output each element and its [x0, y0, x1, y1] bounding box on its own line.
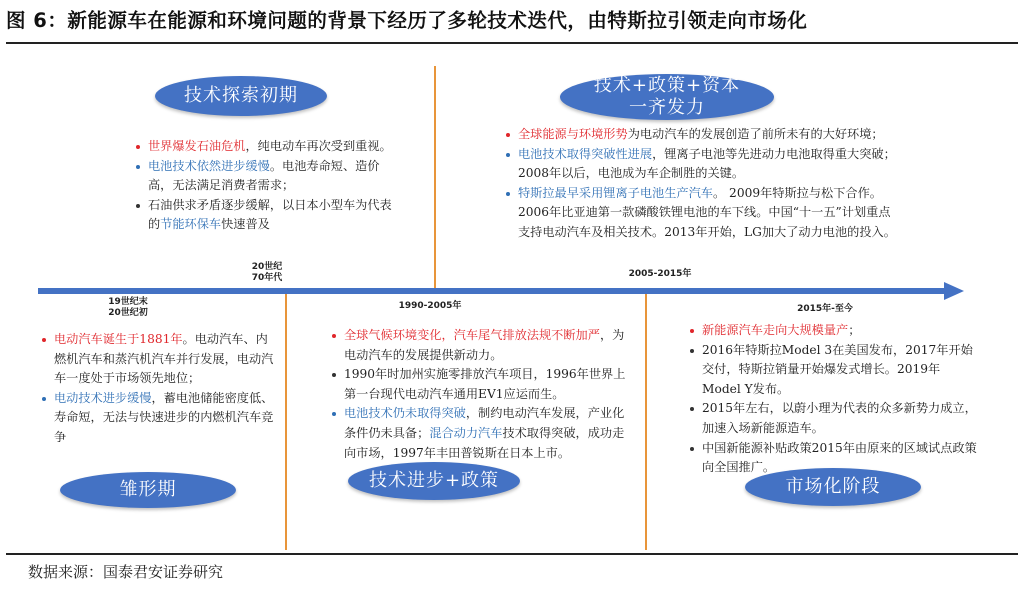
bullet-item: 电池技术依然进步缓慢。电池寿命短、造价高，无法满足消费者需求；: [134, 157, 396, 196]
timeline-arrowhead-icon: [944, 282, 964, 300]
bullet-item: 电动技术进步缓慢，蓄电池储能密度低、寿命短，无法与快速进步的内燃机汽车竞争: [40, 389, 278, 448]
phase-pill-marketization: 市场化阶段: [745, 468, 921, 506]
era-label-1990-2005: 1990-2005年: [398, 301, 462, 311]
phase-pill-embryonic: 雏形期: [60, 472, 236, 508]
text-box-1970s: [134, 137, 396, 235]
title-rule: [6, 42, 1018, 44]
phase-pill-tech-progress-policy: 技术进步+政策: [348, 462, 520, 500]
divider-1990s: [285, 294, 287, 550]
bullet-item: 2016年特斯拉Model 3在美国发布，2017年开始交付，特斯拉销量开始爆发式增长。2019年Model Y发布。: [688, 341, 978, 400]
data-source: 数据来源：国泰君安证券研究: [28, 563, 224, 581]
text-box-1990-2005: [330, 326, 632, 463]
text-box-2015-now: [688, 321, 978, 478]
bullet-item: 电池技术取得突破性进展，锂离子电池等先进动力电池取得重大突破；2008年以后，电池成为车企制胜的关键。: [504, 145, 898, 184]
bullet-item: 1990年时加州实施零排放汽车项目，1996年世界上第一台现代电动汽车通用EV1应运而生。: [330, 365, 632, 404]
divider-1970s: [434, 66, 436, 292]
bullet-item: 电动汽车诞生于1881年。电动汽车、内燃机汽车和蒸汽机汽车并行发展，电动汽车一度处于市场领先地位；: [40, 330, 278, 389]
source-rule: [6, 553, 1018, 555]
era-label-1970s: 20世纪 70年代: [251, 262, 283, 283]
era-label-2005-2015: 2005-2015年: [628, 269, 692, 279]
bullet-item: 电池技术仍未取得突破，制约电动汽车发展，产业化条件仍未具备；混合动力汽车技术取得突破，成功走向市场，1997年丰田普锐斯在日本上市。: [330, 404, 632, 463]
text-box-early: [40, 330, 278, 448]
era-label-19th-century: 19世纪末 20世纪初: [108, 297, 148, 318]
figure-title: 图 6：新能源车在能源和环境问题的背景下经历了多轮技术迭代，由特斯拉引领走向市场化: [6, 9, 808, 32]
timeline-axis: [38, 288, 946, 294]
bullet-item: 特斯拉最早采用锂离子电池生产汽车。 2009年特斯拉与松下合作。2006年比亚迪第一款磷酸铁锂电池的车下线。中国“十一五”计划重点支持电动汽车及相关技术。2013年开始，LG加大了动力电池的投入。: [504, 184, 898, 243]
bullet-item: 新能源汽车走向大规模量产；: [688, 321, 978, 341]
phase-pill-tech-policy-capital: 技术+政策+资本 一齐发力: [560, 74, 774, 120]
bullet-item: 世界爆发石油危机，纯电动车再次受到重视。: [134, 137, 396, 157]
bullet-item: 石油供求矛盾逐步缓解，以日本小型车为代表的节能环保车快速普及: [134, 196, 396, 235]
bullet-item: 2015年左右，以蔚小理为代表的众多新势力成立，加速入场新能源造车。: [688, 399, 978, 438]
phase-pill-exploration: 技术探索初期: [155, 76, 327, 116]
era-label-2015-now: 2015年-至今: [797, 304, 853, 314]
bullet-item: 中国新能源补贴政策2015年由原来的区域试点政策向全国推广。: [688, 439, 978, 478]
bullet-item: 全球气候环境变化，汽车尾气排放法规不断加严，为电动汽车的发展提供新动力。: [330, 326, 632, 365]
bullet-item: 全球能源与环境形势为电动汽车的发展创造了前所未有的大好环境；: [504, 125, 898, 145]
divider-2015: [645, 294, 647, 550]
text-box-2005-2015: [504, 125, 898, 243]
